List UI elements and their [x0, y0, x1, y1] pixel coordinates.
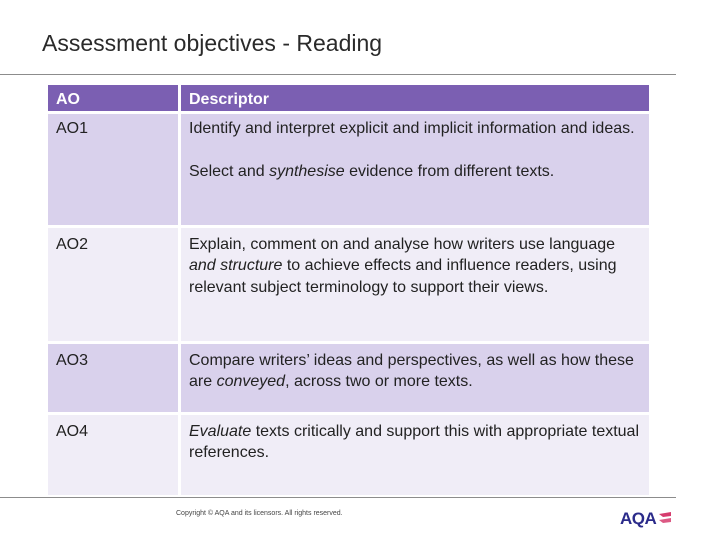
ao-label: AO3 [48, 344, 181, 415]
ao-descriptor [181, 114, 649, 228]
page-title: Assessment objectives - Reading [42, 30, 383, 56]
descriptor-text: , across two or more texts. [285, 373, 473, 390]
descriptor-emphasis: and structure [189, 257, 283, 274]
table-header-row [48, 85, 649, 114]
descriptor-text: Select and [189, 163, 270, 180]
ao-label: AO4 [48, 415, 181, 495]
ao-descriptor [181, 344, 649, 415]
descriptor-emphasis: Evaluate [189, 422, 252, 440]
descriptor-text: Compare writers’ ideas and perspectives, as well as how these are [189, 351, 634, 390]
table-row [48, 228, 649, 344]
aqa-logo [620, 508, 680, 530]
descriptor-text: texts critically and support this with appropriate textual references. [189, 422, 640, 461]
logo-mark-icon [658, 511, 672, 527]
ao-label: AO1 [48, 114, 181, 228]
table-row [48, 415, 649, 495]
descriptor-text: evidence from different texts. [344, 163, 555, 180]
table-row [48, 114, 649, 228]
header-ao: AO [48, 85, 181, 114]
descriptor-text: Explain, comment on and analyse how writers use language [189, 235, 616, 253]
table-row [48, 344, 649, 415]
assessment-objectives-table [48, 85, 649, 495]
descriptor-paragraph: Identify and interpret explicit and implicit information and ideas. [189, 119, 635, 137]
header-descriptor: Descriptor [181, 85, 649, 114]
copyright-notice: Copyright © AQA and its licensors. All rights reserved. [176, 510, 343, 517]
ao-descriptor [181, 228, 649, 344]
logo-text: AQA [620, 509, 657, 528]
descriptor-paragraph [189, 161, 641, 183]
descriptor-emphasis: conveyed [216, 373, 286, 390]
descriptor-text: to achieve effects and influence readers, using relevant subject terminology to support their views. [189, 257, 617, 296]
footer-divider [0, 497, 676, 498]
ao-label: AO2 [48, 228, 181, 344]
descriptor-emphasis: synthesise [269, 163, 345, 180]
ao-descriptor [181, 415, 649, 495]
title-divider [0, 74, 676, 75]
